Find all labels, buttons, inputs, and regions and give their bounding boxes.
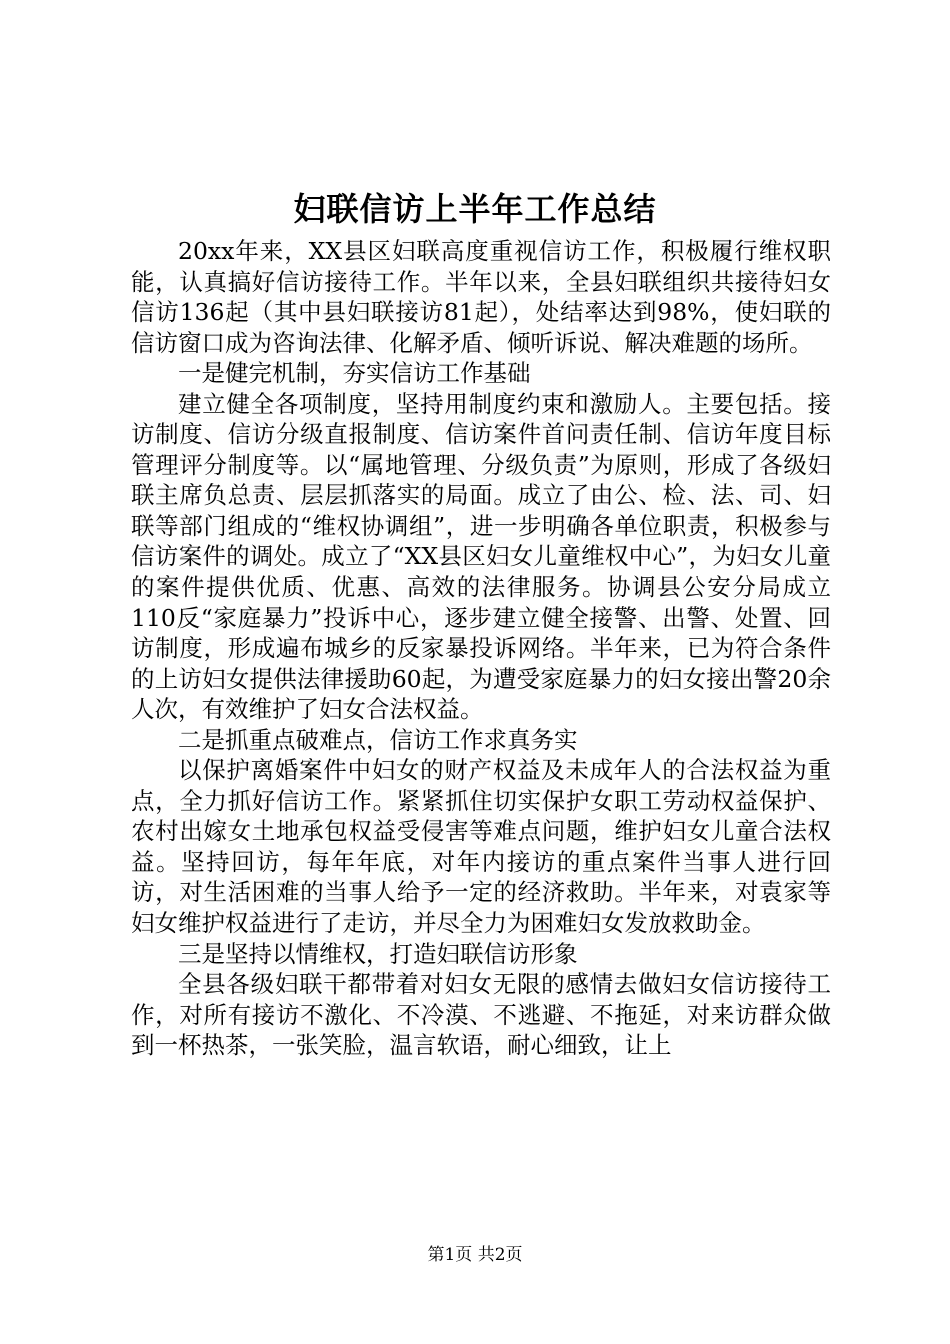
document-body bbox=[131, 236, 831, 1061]
body-paragraph: 建立健全各项制度，坚持用制度约束和激励人。主要包括。接访制度、信访分级直报制度、信访案件首问责任制、信访年度目标管理评分制度等。以“属地管理、分级负责”为原则，形成了各级妇联主席负总责、层层抓落实的局面。成立了由公、检、法、司、妇联等部门组成的“维权协调组”，进一步明确各单位职责，积极参与信访案件的调处。成立了“XX县区妇女儿童维权中心”，为妇女儿童的案件提供优质、优惠、高效的法律服务。协调县公安分局成立110反“家庭暴力”投诉中心，逐步建立健全接警、出警、处置、回访制度，形成遍布城乡的反家暴投诉网络。半年来，已为符合条件的上访妇女提供法律援助60起，为遭受家庭暴力的妇女接出警20余人次，有效维护了妇女合法权益。 bbox=[131, 389, 831, 724]
section-heading: 二是抓重点破难点，信访工作求真务实 bbox=[178, 725, 578, 754]
body-paragraph: 20xx年来，XX县区妇联高度重视信访工作，积极履行维权职能，认真搞好信访接待工作。半年以来，全县妇联组织共接待妇女信访136起（其中县妇联接访81起），处结率达到98%，使妇联的信访窗口成为咨询法律、化解矛盾、倾听诉说、解决难题的场所。 bbox=[131, 237, 831, 357]
body-paragraph: 全县各级妇联干都带着对妇女无限的感情去做妇女信访接待工作，对所有接访不激化、不冷漠、不逃避、不拖延，对来访群众做到一杯热茶，一张笑脸，温言软语，耐心细致，让上 bbox=[131, 970, 831, 1060]
page-footer: 第1页 共2页 bbox=[427, 1245, 523, 1265]
section-heading: 一是健完机制，夯实信访工作基础 bbox=[178, 359, 531, 388]
document-title: 妇联信访上半年工作总结 bbox=[293, 190, 657, 228]
body-paragraph: 以保护离婚案件中妇女的财产权益及未成年人的合法权益为重点，全力抓好信访工作。紧紧抓住切实保护女职工劳动权益保护、农村出嫁女土地承包权益受侵害等难点问题，维护妇女儿童合法权益。坚持回访，每年年底，对年内接访的重点案件当事人进行回访，对生活困难的当事人给予一定的经济救助。半年来，对袁家等妇女维护权益进行了走访，并尽全力为困难妇女发放救助金。 bbox=[131, 756, 831, 938]
section-heading: 三是坚持以情维权，打造妇联信访形象 bbox=[178, 939, 578, 968]
